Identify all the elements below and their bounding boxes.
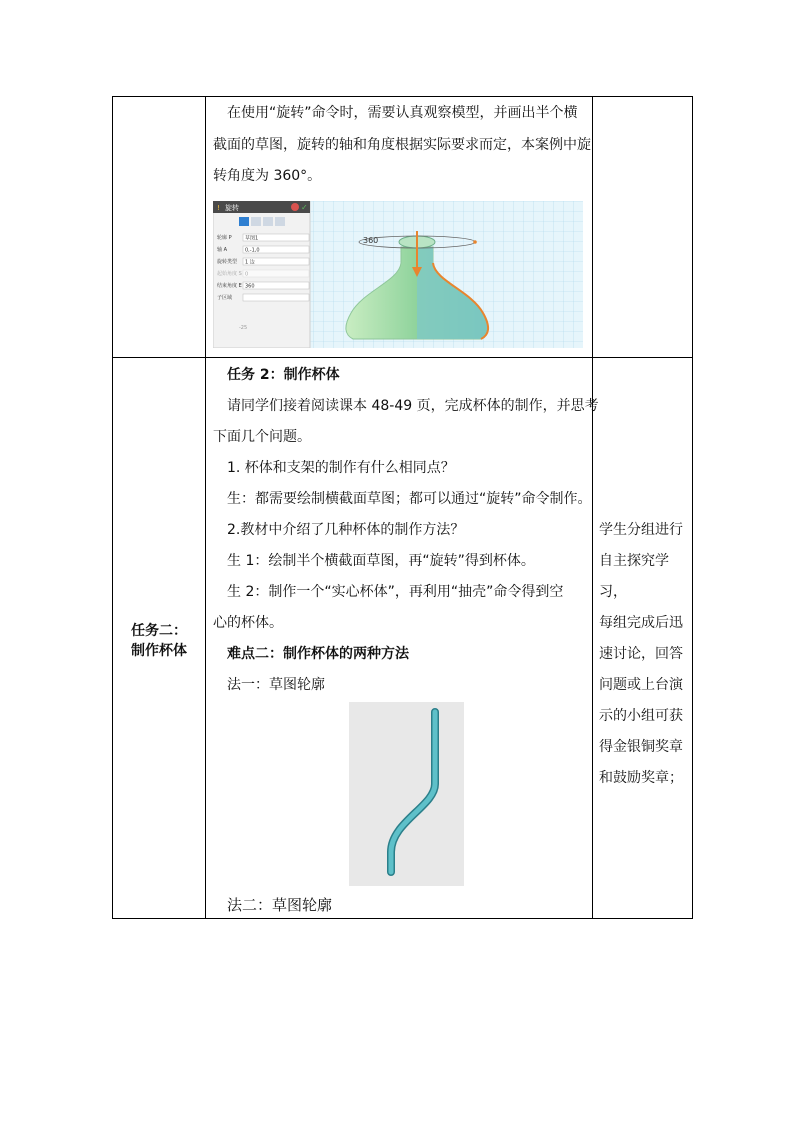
method-2-label: 法二：草图轮廓 xyxy=(227,896,333,914)
row-divider xyxy=(113,357,692,358)
field-label-type: 旋转类型 xyxy=(217,259,238,265)
note-line: 和鼓励奖章； xyxy=(599,770,683,786)
lesson-table xyxy=(112,96,693,919)
task-title-line-2: 制作杯体 xyxy=(131,643,187,659)
student-activity-note xyxy=(599,515,693,794)
row1-line-1: 在使用“旋转”命令时，需要认真观察模型，并画出半个横 xyxy=(227,105,578,121)
field-input-start[interactable] xyxy=(243,270,309,277)
answer-2-student-2-line-2: 心的杯体。 xyxy=(213,615,283,631)
question-2: 2.教材中介绍了几种杯体的制作方法？ xyxy=(227,522,465,538)
field-input-subregion[interactable] xyxy=(243,294,309,301)
cancel-icon[interactable] xyxy=(291,203,299,211)
note-line: 问题或上台演 xyxy=(599,677,683,693)
field-label-profile: 轮廓 P xyxy=(217,235,232,241)
note-line: 每组完成后迅 xyxy=(599,615,683,631)
field-value-start: 0 xyxy=(245,271,249,278)
task-title-line-1: 任务二： xyxy=(131,623,187,639)
answer-2-student-2-line-1: 生 2：制作一个“实心杯体”，再利用“抽壳”命令得到空 xyxy=(227,584,564,600)
answer-2-student-1: 生 1：绘制半个横截面草图，再“旋转”得到杯体。 xyxy=(227,553,535,569)
row1-line-3: 转角度为 360°。 xyxy=(213,168,322,184)
difficulty-heading: 难点二：制作杯体的两种方法 xyxy=(227,646,409,662)
question-1: 1. 杯体和支架的制作有什么相同点？ xyxy=(227,460,455,476)
field-label-end: 结束角度 E xyxy=(217,283,242,289)
field-label-axis: 轴 A xyxy=(217,247,228,253)
field-value-end: 360 xyxy=(245,283,255,290)
note-line: 示的小组可获 xyxy=(599,708,683,724)
column-divider-2 xyxy=(592,97,593,918)
method-1-label: 法一：草图轮廓 xyxy=(227,677,325,693)
intro-line-2: 下面几个问题。 xyxy=(213,429,311,445)
angle-label: 360 xyxy=(363,236,379,245)
mode-button-4[interactable] xyxy=(275,217,285,226)
note-line: 自主探究学习， xyxy=(599,553,669,600)
field-value-type: 1 边 xyxy=(245,259,255,266)
panel-title: 旋转 xyxy=(225,204,239,212)
field-value-axis: 0,-1,0 xyxy=(245,247,260,254)
row1-line-2: 截面的草图，旋转的轴和角度根据实际要求而定，本案例中旋 xyxy=(213,137,591,153)
scale-label: -25 xyxy=(239,325,248,331)
answer-1: 生：都需要绘制横截面草图；都可以通过“旋转”命令制作。 xyxy=(227,491,592,507)
mode-button-1[interactable] xyxy=(239,217,249,226)
sketch-profile-image xyxy=(349,702,464,886)
sketch-curve-outline xyxy=(391,712,435,872)
field-label-start: 起始角度 S xyxy=(217,271,242,277)
field-value-profile: 草图1 xyxy=(245,235,259,242)
rotation-handle[interactable] xyxy=(473,240,477,244)
revolve-screenshot xyxy=(213,201,583,348)
sketch-curve xyxy=(391,712,435,872)
task-heading: 任务 2：制作杯体 xyxy=(227,367,340,383)
note-line: 学生分组进行 xyxy=(599,522,683,538)
confirm-check-icon[interactable]: ✓ xyxy=(301,203,308,212)
mode-button-3[interactable] xyxy=(263,217,273,226)
intro-line-1: 请同学们接着阅读课本 48-49 页，完成杯体的制作，并思考 xyxy=(227,398,599,414)
note-line: 速讨论，回答 xyxy=(599,646,683,662)
column-divider-1 xyxy=(205,97,206,918)
note-line: 得金银铜奖章 xyxy=(599,739,683,755)
field-label-subregion: 子区域 xyxy=(217,295,233,301)
panel-warning-icon: ! xyxy=(217,204,220,212)
mode-button-2[interactable] xyxy=(251,217,261,226)
sketch-curve-svg xyxy=(349,702,464,886)
revolve-scene xyxy=(213,201,583,348)
